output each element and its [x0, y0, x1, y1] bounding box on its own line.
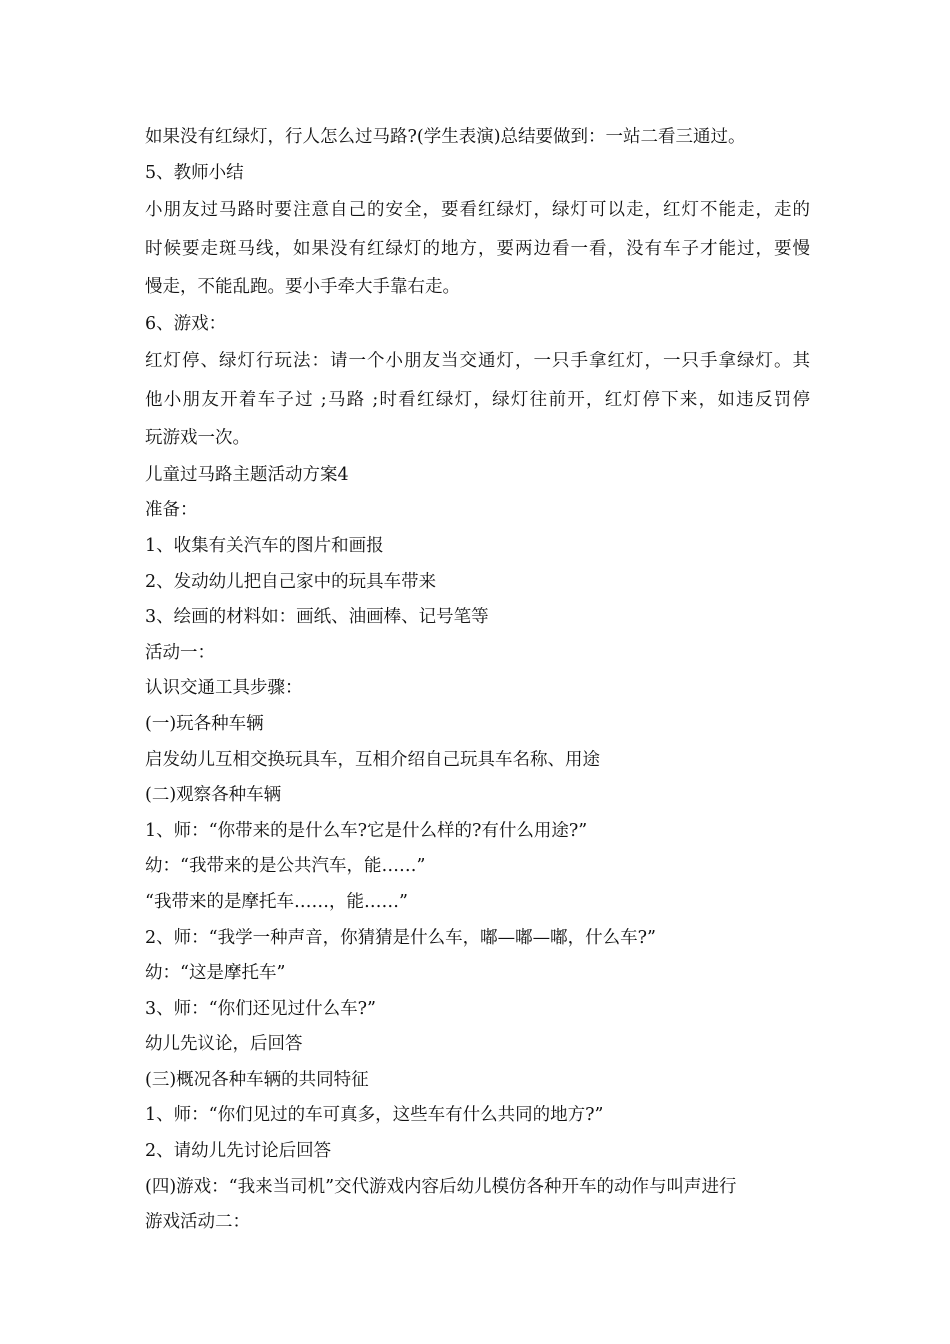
text-line: 如果没有红绿灯，行人怎么过马路?(学生表演)总结要做到：一站二看三通过。	[145, 127, 746, 147]
text-line: 游戏活动二：	[145, 1212, 250, 1233]
text-line: 1、师：“你们见过的车可真多，这些车有什么共同的地方?”	[145, 1105, 604, 1126]
text-line: 1、师：“你带来的是什么车?它是什么样的?有什么用途?”	[145, 820, 588, 841]
paragraph-line: 小朋友过马路时要注意自己的安全，要看红绿灯，绿灯可以走，红灯不能走，走的	[145, 200, 810, 221]
text-line: 1、收集有关汽车的图片和画报	[145, 535, 384, 556]
text-line: (一)玩各种车辆	[145, 713, 264, 734]
paragraph-line: 时候要走斑马线，如果没有红绿灯的地方，要两边看一看，没有车子才能过，要慢	[145, 238, 810, 259]
text-line: 3、绘画的材料如：画纸、油画棒、记号笔等	[145, 607, 489, 628]
text-line: 准备：	[145, 500, 198, 521]
text-line: (三)概况各种车辆的共同特征	[145, 1069, 369, 1090]
text-line: 幼：“我带来的是公共汽车，能……”	[145, 856, 426, 877]
paragraph-line: 玩游戏一次。	[145, 428, 250, 449]
document-title-plan-4: 儿童过马路主题活动方案4	[145, 464, 349, 485]
paragraph-line: 红灯停、绿灯行玩法：请一个小朋友当交通灯，一只手拿红灯，一只手拿绿灯。其	[145, 351, 810, 372]
text-line: “我带来的是摩托车……，能……”	[145, 891, 408, 912]
text-line: 2、请幼儿先讨论后回答	[145, 1141, 332, 1162]
text-line: (四)游戏：“我来当司机”交代游戏内容后幼儿模仿各种开车的动作与叫声进行	[145, 1176, 737, 1197]
paragraph-line: 他小朋友开着车子过 ;马路 ;时看红绿灯，绿灯往前开，红灯停下来，如违反罚停	[145, 389, 810, 410]
text-line: 活动一：	[145, 642, 215, 663]
text-line: (二)观察各种车辆	[145, 785, 282, 806]
text-line: 启发幼儿互相交换玩具车，互相介绍自己玩具车名称、用途	[145, 749, 600, 770]
text-line: 3、师：“你们还见过什么车?”	[145, 998, 376, 1019]
section-heading-teacher-summary: 5、教师小结	[145, 162, 244, 183]
paragraph-line: 慢走，不能乱跑。要小手牵大手靠右走。	[145, 277, 460, 298]
text-line: 认识交通工具步骤：	[145, 678, 303, 699]
text-line: 2、师：“我学一种声音，你猜猜是什么车，嘟—嘟—嘟，什么车?”	[145, 927, 656, 948]
text-line: 幼儿先议论，后回答	[145, 1034, 303, 1055]
paragraph-teacher-summary	[145, 191, 810, 307]
text-line: 幼：“这是摩托车”	[145, 963, 286, 984]
paragraph-game-rules	[145, 342, 810, 458]
document-body	[145, 120, 810, 1241]
section-heading-game: 6、游戏：	[145, 313, 227, 334]
text-line: 2、发动幼儿把自己家中的玩具车带来	[145, 571, 437, 592]
